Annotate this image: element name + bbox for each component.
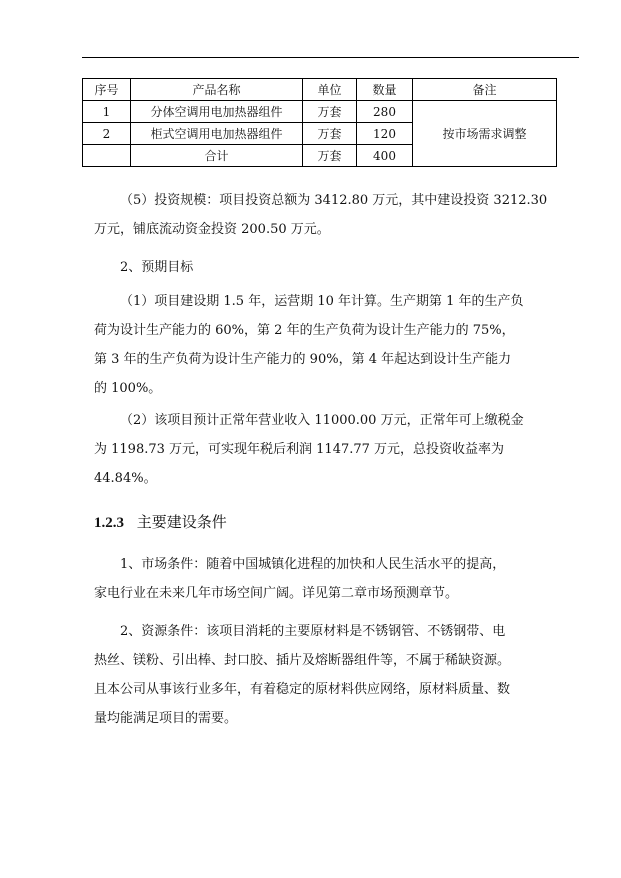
cell-total-qty: 400	[357, 145, 413, 167]
paragraph-line: 且本公司从事该行业多年，有着稳定的原材料供应网络，原材料质量、数	[94, 682, 511, 697]
paragraph-line: 万元，铺底流动资金投资 200.50 万元。	[94, 222, 330, 237]
table-header-row	[83, 79, 557, 101]
market-paragraph	[94, 550, 556, 608]
paragraph-line: 家电行业在未来几年市场空间广阔。详见第二章市场预测章节。	[94, 586, 459, 601]
paragraph-line: 2、资源条件：该项目消耗的主要原材料是不锈钢管、不锈钢带、电	[120, 624, 506, 639]
paragraph-line: （1）项目建设期 1.5 年，运营期 10 年计算。生产期第 1 年的生产负	[120, 294, 524, 309]
goals-title	[94, 253, 556, 282]
paragraph-line: （2）该项目预计正常年营业收入 11000.00 万元，正常年可上缴税金	[120, 413, 524, 428]
cell-empty	[83, 145, 131, 167]
col-header-unit: 单位	[303, 79, 357, 101]
cell-no: 1	[83, 101, 131, 123]
cell-unit: 万套	[303, 101, 357, 123]
paragraph-line: 44.84%。	[94, 471, 157, 486]
cell-total-label: 合计	[131, 145, 303, 167]
subsection-title: 2、预期目标	[120, 260, 194, 275]
paragraph-line: 为 1198.73 万元，可实现年税后利润 1147.77 万元，总投资收益率为	[94, 442, 505, 457]
goal-paragraph-1	[94, 287, 556, 403]
cell-qty: 120	[357, 123, 413, 145]
cell-remark: 按市场需求调整	[413, 101, 557, 167]
col-header-remark: 备注	[413, 79, 557, 101]
header-rule	[82, 57, 579, 58]
section-number: 1.2.3	[94, 515, 124, 531]
cell-unit: 万套	[303, 123, 357, 145]
col-header-qty: 数量	[357, 79, 413, 101]
investment-paragraph	[94, 186, 556, 244]
table-row	[83, 101, 557, 123]
cell-qty: 280	[357, 101, 413, 123]
cell-name: 柜式空调用电加热器组件	[131, 123, 303, 145]
product-table	[82, 78, 557, 167]
cell-no: 2	[83, 123, 131, 145]
paragraph-line: 的 100%。	[94, 381, 162, 396]
cell-total-unit: 万套	[303, 145, 357, 167]
section-title: 主要建设条件	[136, 513, 227, 531]
paragraph-line: 1、市场条件：随着中国城镇化进程的加快和人民生活水平的提高，	[120, 557, 506, 572]
col-header-no: 序号	[83, 79, 131, 101]
col-header-name: 产品名称	[131, 79, 303, 101]
paragraph-line: 荷为设计生产能力的 60%，第 2 年的生产负荷为设计生产能力的 75%，	[94, 323, 515, 338]
section-heading	[94, 511, 227, 532]
paragraph-line: （5）投资规模：项目投资总额为 3412.80 万元，其中建设投资 3212.30	[120, 193, 548, 208]
paragraph-line: 第 3 年的生产负荷为设计生产能力的 90%，第 4 年起达到设计生产能力	[94, 352, 512, 367]
paragraph-line: 热丝、镁粉、引出棒、封口胶、插片及熔断器组件等，不属于稀缺资源。	[94, 653, 511, 668]
cell-name: 分体空调用电加热器组件	[131, 101, 303, 123]
goal-paragraph-2	[94, 406, 556, 493]
paragraph-line: 量均能满足项目的需要。	[94, 711, 238, 726]
resource-paragraph	[94, 617, 556, 733]
